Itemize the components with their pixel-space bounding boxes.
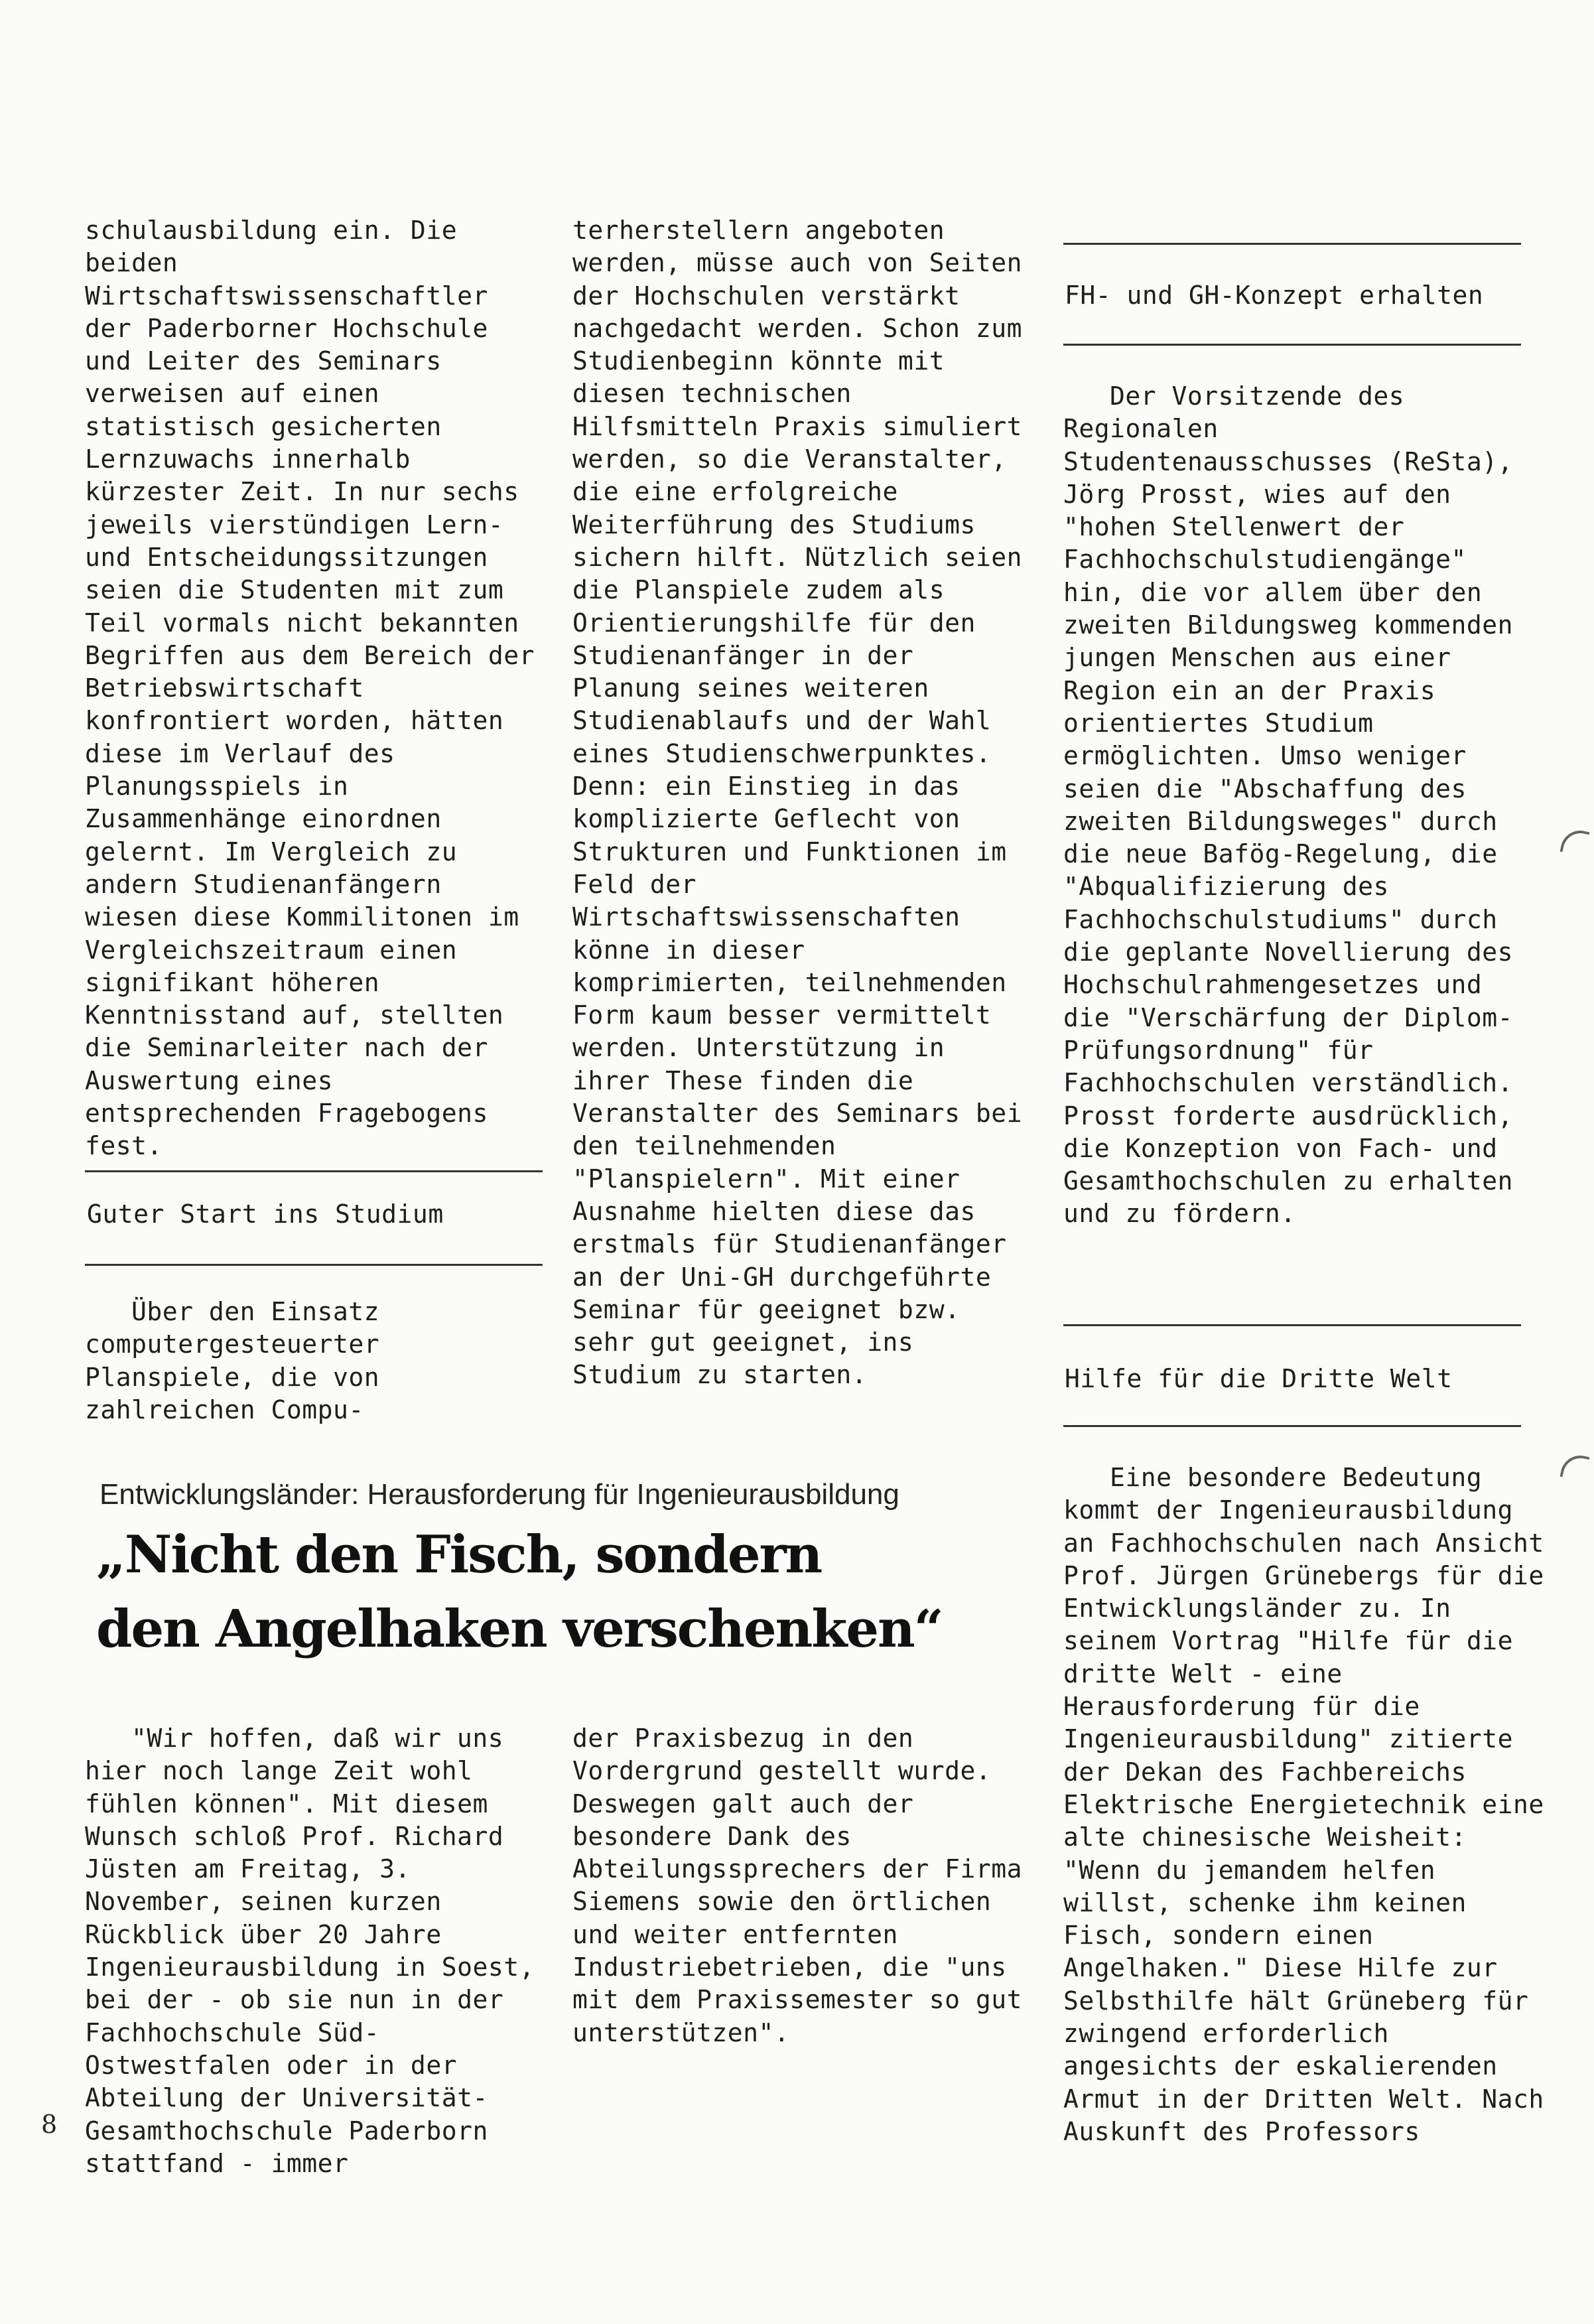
top-col3-paragraph: Der Vorsitzende des Regionalen Studentenausschusses (ReSta), Jörg Prosst, wies auf den "hohen Stellenwert der Fachhochschulstudiengänge" hin, die vor allem über den zweiten Bildungsweg kommenden jungen Menschen aus einer Region ein an der Praxis orientiertes Studium ermöglichten. Umso weniger seien die "Abschaffung des zweiten Bildungsweges" durch die neue Bafög-Regelung, die "Abqualifizierung des Fachhochschulstudiums" durch die geplante Novellierung des Hochschulrahmengesetzes und die "Verschärfung der Diplom-Prüfungsordnung" für Fachhochschulen verständlich. Prosst forderte ausdrücklich, die Konzeption von Fach- und Gesamthochschulen zu erhalten und zu fördern. — [1063, 381, 1513, 1229]
bottom-col2-paragraph: der Praxisbezug in den Vordergrund gestellt wurde. Deswegen galt auch der besondere Dank des Abteilungssprechers der Firma Siemens sowie den örtlichen und weiter entfernten Industriebetrieben, die "uns mit dem Praxissemester so gut unterstützen". — [572, 1724, 1022, 2047]
top-col2 — [572, 214, 1037, 1392]
article-kicker: Entwicklungsländer: Herausforderung für Ingenieurausbildung — [100, 1478, 899, 1511]
page-number: 8 — [41, 2110, 58, 2139]
bottom-col3-paragraph: Eine besondere Bedeutung kommt der Ingenieurausbildung an Fachhochschulen nach Ansicht Prof. Jürgen Grünebergs für die Entwicklungsländer zu. In seinem Vortrag "Hilfe für die dritte Welt - eine Herausforderung für die Ingenieurausbildung" zitierte der Dekan des Fachbereichs Elektrische Energietechnik eine alte chinesische Weisheit: "Wenn du jemandem helfen willst, schenke ihm keinen Fisch, sondern einen Angelhaken." Diese Hilfe zur Selbsthilfe hält Grüneberg für zwingend erforderlich angesichts der eskalierenden Armut in der Dritten Welt. Nach Auskunft des Professors — [1063, 1463, 1544, 2146]
top-col1-paragraph: schulausbildung ein. Die beiden Wirtschaftswissenschaftler der Paderborner Hochschule und Leiter des Seminars verweisen auf einen statistisch gesicherten Lernzuwachs innerhalb kürzester Zeit. In nur sechs jeweils vierstündigen Lern- und Entscheidungssitzungen seien die Studenten mit zum Teil vormals nicht bekannten Begriffen aus dem Bereich der Betriebswirtschaft konfrontiert worden, hätten diese im Verlauf des Planungsspiels in Zusammenhänge einordnen gelernt. Im Vergleich zu andern Studienanfängern wiesen diese Kommilitonen im Vergleichszeitraum einen signifikant höheren Kenntnisstand auf, stellten die Seminarleiter nach der Auswertung eines entsprechenden Fragebogens fest. — [85, 216, 535, 1161]
section-heading-fh-gh: FH- und GH-Konzept erhalten — [1065, 281, 1484, 310]
top-col1-continued — [85, 1296, 543, 1426]
headline-line-2: den Angelhaken verschenken“ — [96, 1599, 943, 1659]
article-headline — [96, 1518, 1038, 1667]
top-col1 — [85, 214, 549, 1163]
punch-hole-mark — [1560, 1452, 1589, 1481]
top-col2-paragraph: terherstellern angeboten werden, müsse auch von Seiten der Hochschulen verstärkt nachgedacht werden. Schon zum Studienbeginn könnte mit diesen technischen Hilfsmitteln Praxis simuliert werden, so die Veranstalter, die eine erfolgreiche Weiterführung des Studiums sichern hilft. Nützlich seien die Planspiele zudem als Orientierungshilfe für den Studienanfänger in der Planung seines weiteren Studienablaufs und der Wahl eines Studienschwerpunktes. Denn: ein Einstieg in das komplizierte Geflecht von Strukturen und Funktionen im Feld der Wirtschaftswissenschaften könne in dieser komprimierten, teilnehmenden Form kaum besser vermittelt werden. Unterstützung in ihrer These finden die Veranstalter des Seminars bei den teilnehmenden "Planspielern". Mit einer Ausnahme hielten diese das erstmals für Studienanfänger an der Uni-GH durchgeführte Seminar für geeignet bzw. sehr gut geeignet, ins Studium zu starten. — [572, 216, 1022, 1390]
divider-rule — [1063, 344, 1521, 346]
bottom-col3 — [1063, 1462, 1548, 2148]
headline-line-1: „Nicht den Fisch, sondern — [96, 1525, 822, 1585]
bottom-col2 — [572, 1722, 1037, 2049]
top-col1-after-paragraph: Über den Einsatz computergesteuerter Planspiele, die von zahlreichen Compu- — [85, 1297, 380, 1424]
bottom-col1 — [85, 1722, 549, 2180]
divider-rule — [1063, 1324, 1521, 1326]
divider-rule — [85, 1264, 543, 1266]
section-heading-guter-start: Guter Start ins Studium — [87, 1199, 444, 1229]
section-heading-hilfe: Hilfe für die Dritte Welt — [1065, 1364, 1453, 1393]
divider-rule — [1063, 243, 1521, 245]
bottom-col1-paragraph: "Wir hoffen, daß wir uns hier noch lange Zeit wohl fühlen können". Mit diesem Wunsch schloß Prof. Richard Jüsten am Freitag, 3. November, seinen kurzen Rückblick über 20 Jahre Ingenieurausbildung in Soest, bei der - ob sie nun in der Fachhochschule Süd-Ostwestfalen oder in der Abteilung der Universität-Gesamthochschule Paderborn stattfand - immer — [85, 1724, 535, 2178]
top-col3 — [1063, 380, 1528, 1231]
divider-rule — [85, 1170, 543, 1172]
punch-hole-mark — [1560, 827, 1589, 856]
divider-rule — [1063, 1425, 1521, 1427]
